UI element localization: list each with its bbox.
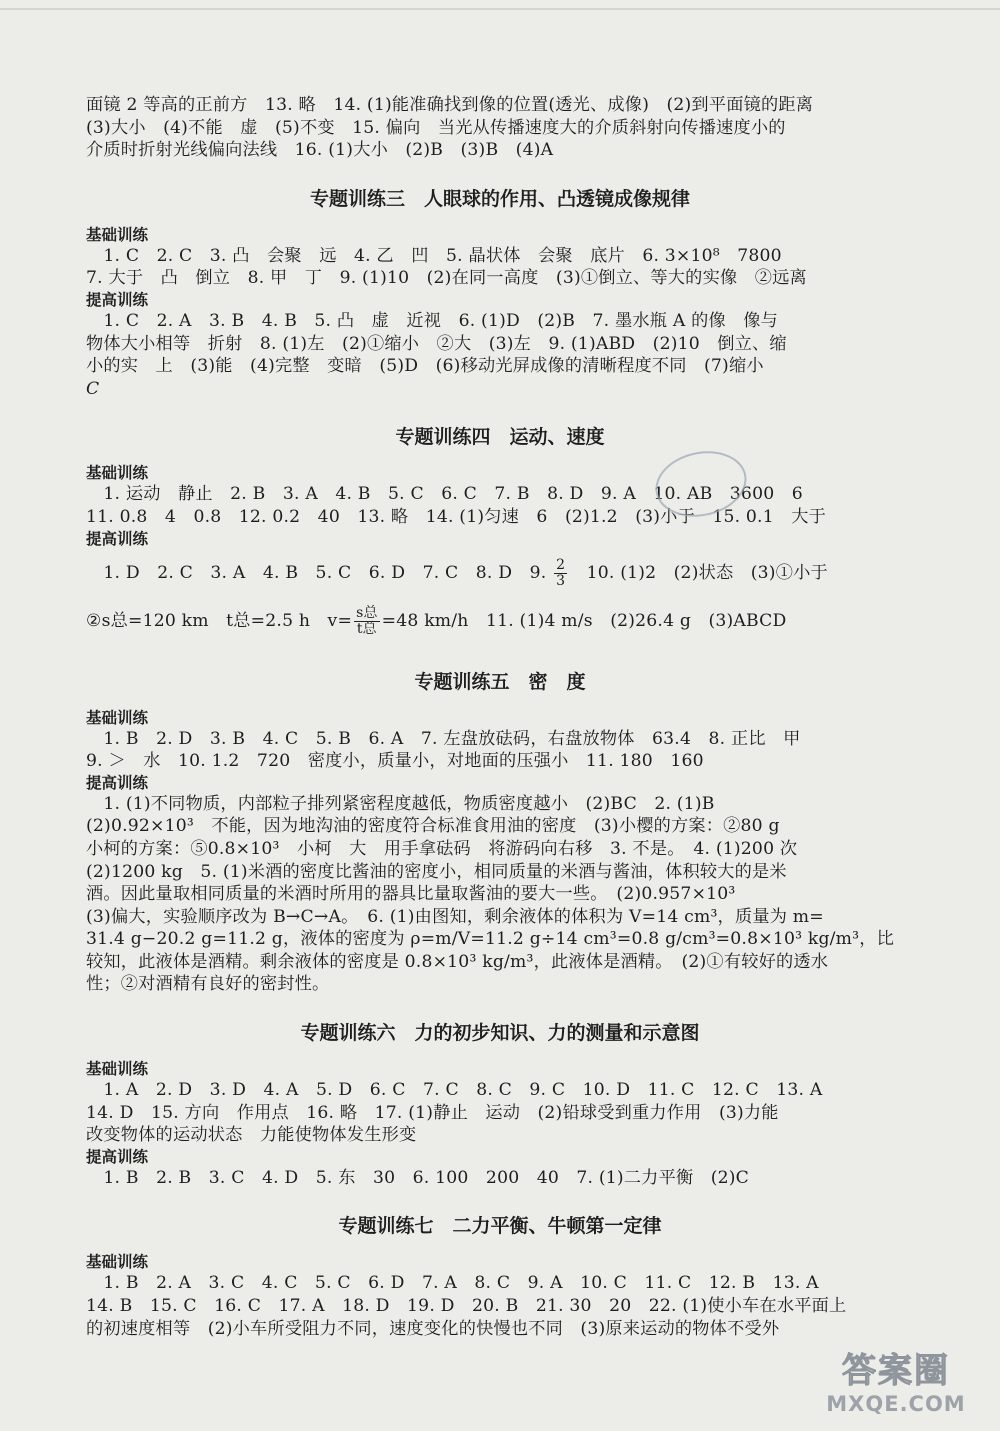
subsection-label: 提高训练: [86, 290, 149, 309]
text-line: 1. B 2. A 3. C 4. C 5. C 6. D 7. A 8. C 9. A 10. C 11. C 12. B 13. A: [86, 1273, 819, 1294]
subsection-label: 提高训练: [86, 773, 149, 792]
text-line-with-fraction: [86, 549, 914, 597]
text-line: 1. 运动 静止 2. B 3. A 4. B 5. C 6. C 7. B 8. D 9. A 10. AB 3600 6: [86, 484, 803, 505]
subsection-label: 提高训练: [86, 1147, 149, 1166]
subsection-label: 提高训练: [86, 529, 149, 548]
fraction-numerator: 2: [556, 556, 566, 573]
subsection-label: 基础训练: [86, 225, 149, 244]
text-line: 14. B 15. C 16. C 17. A 18. D 19. D 20. B 21. 30 20 22. (1)使小车在水平面上: [86, 1296, 847, 1317]
subsection-label: 基础训练: [86, 1060, 149, 1079]
logo-url: MXQE.COM: [826, 1392, 966, 1416]
intro-block: [86, 94, 914, 162]
text-line: 1. A 2. D 3. D 4. A 5. D 6. C 7. C 8. C 9. C 10. D 11. C 12. C 13. A: [86, 1080, 823, 1101]
section-title: 专题训练四 运动、速度: [395, 426, 605, 449]
fraction: [554, 558, 567, 589]
section-3: [86, 184, 914, 401]
text-line: 改变物体的运动状态 力能使物体发生形变: [86, 1125, 417, 1146]
watermark-logo: [806, 1343, 986, 1421]
text-line: 酒。因此量取相同质量的米酒时所用的器具比量取酱油的要大一些。 (2)0.957×10³: [86, 884, 736, 905]
fraction-denominator: 3: [556, 572, 566, 589]
subsection-label: 基础训练: [86, 464, 149, 483]
text-line: 的初速度相等 (2)小车所受阻力不同，速度变化的快慢也不同 (3)原来运动的物体不受外: [86, 1318, 780, 1339]
text-line: 性；②对酒精有良好的密封性。: [86, 974, 330, 995]
text-line: (2)0.92×10³ 不能，因为地沟油的密度符合标准食用油的密度 (3)小樱的方案：②80 g: [86, 816, 780, 837]
text-line: 较知，此液体是酒精。剩余液体的密度是 0.8×10³ kg/m³，此液体是酒精。 (2)①有较好的透水: [86, 951, 829, 972]
text-run: 1. D 2. C 3. A 4. B 5. C 6. D 7. C 8. D 9.: [86, 562, 553, 583]
text-line: C: [86, 378, 100, 399]
top-border-line: [0, 8, 1000, 10]
text-line: 小的实 上 (3)能 (4)完整 变暗 (5)D (6)移动光屏成像的清晰程度不同 (7)缩小: [86, 356, 764, 377]
text-line: 物体大小相等 折射 8. (1)左 (2)①缩小 ②大 (3)左 9. (1)ABD (2)10 倒立、缩: [86, 333, 787, 354]
section-7: [86, 1211, 914, 1340]
text-line: 面镜 2 等高的正前方 13. 略 14. (1)能准确找到像的位置(透光、成像) (2)到平面镜的距离: [86, 95, 814, 115]
text-line: 1. (1)不同物质，内部粒子排列紧密程度越低，物质密度越小 (2)BC 2. (1)B: [86, 793, 715, 814]
text-line: 14. D 15. 方向 作用点 16. 略 17. (1)静止 运动 (2)铅球受到重力作用 (3)力能: [86, 1102, 779, 1123]
text-line-with-fraction: [86, 597, 914, 645]
text-line: (2)1200 kg 5. (1)米酒的密度比酱油的密度小，相同质量的米酒与酱油，体积较大的是米: [86, 861, 787, 882]
section-title: 专题训练七 二力平衡、牛顿第一定律: [338, 1215, 662, 1238]
section-4: [86, 422, 914, 644]
text-line: 1. B 2. D 3. B 4. C 5. B 6. A 7. 左盘放砝码，右盘放物体 63.4 8. 正比 甲: [86, 728, 801, 749]
text-run: 10. (1)2 (2)状态 (3)①小于: [569, 562, 828, 583]
fraction-numerator: s总: [356, 604, 378, 621]
section-title: 专题训练五 密 度: [414, 670, 586, 693]
fraction-denominator: t总: [356, 620, 377, 637]
text-line: 1. B 2. B 3. C 4. D 5. 东 30 6. 100 200 40 7. (1)二力平衡 (2)C: [86, 1167, 750, 1188]
text-line: 9. ＞ 水 10. 1.2 720 密度小，质量小，对地面的压强小 11. 180 160: [86, 751, 704, 772]
subsection-label: 基础训练: [86, 1253, 149, 1272]
text-line: (3)偏大，实验顺序改为 B→C→A。 6. (1)由图知，剩余液体的体积为 V=14 cm³，质量为 m=: [86, 906, 824, 927]
section-title: 专题训练三 人眼球的作用、凸透镜成像规律: [309, 187, 690, 210]
text-line: 1. C 2. C 3. 凸 会聚 远 4. 乙 凹 5. 晶状体 会聚 底片 6. 3×10⁸ 7800: [86, 245, 782, 266]
text-line: 介质时折射光线偏向法线 16. (1)大小 (2)B (3)B (4)A: [86, 140, 554, 161]
text-line: 小柯的方案：⑤0.8×10³ 小柯 大 用手拿砝码 将游码向右移 3. 不是。 4. (1)200 次: [86, 838, 798, 859]
text-line: (3)大小 (4)不能 虚 (5)不变 15. 偏向 当光从传播速度大的介质斜射向传播速度小的: [86, 117, 786, 138]
fraction: [354, 606, 380, 637]
text-line: 11. 0.8 4 0.8 12. 0.2 40 13. 略 14. (1)匀速 6 (2)1.2 (3)小于 15. 0.1 大于: [86, 506, 827, 527]
logo-text: 答案圈: [842, 1351, 950, 1391]
text-line: 1. C 2. A 3. B 4. B 5. 凸 虚 近视 6. (1)D (2)B 7. 墨水瓶 A 的像 像与: [86, 310, 779, 331]
section-title: 专题训练六 力的初步知识、力的测量和示意图: [300, 1022, 700, 1045]
text-run: ②s总=120 km t总=2.5 h v=: [86, 610, 353, 631]
section-6: [86, 1018, 914, 1189]
text-line: 31.4 g−20.2 g=11.2 g，液体的密度为 ρ=m/V=11.2 g÷14 cm³=0.8 g/cm³=0.8×10³ kg/m³，比: [86, 929, 895, 950]
text-line: 7. 大于 凸 倒立 8. 甲 丁 9. (1)10 (2)在同一高度 (3)①倒立、等大的实像 ②远离: [86, 268, 807, 289]
section-5: [86, 667, 914, 997]
text-run: =48 km/h 11. (1)4 m/s (2)26.4 g (3)ABCD: [381, 610, 787, 631]
subsection-label: 基础训练: [86, 708, 149, 727]
